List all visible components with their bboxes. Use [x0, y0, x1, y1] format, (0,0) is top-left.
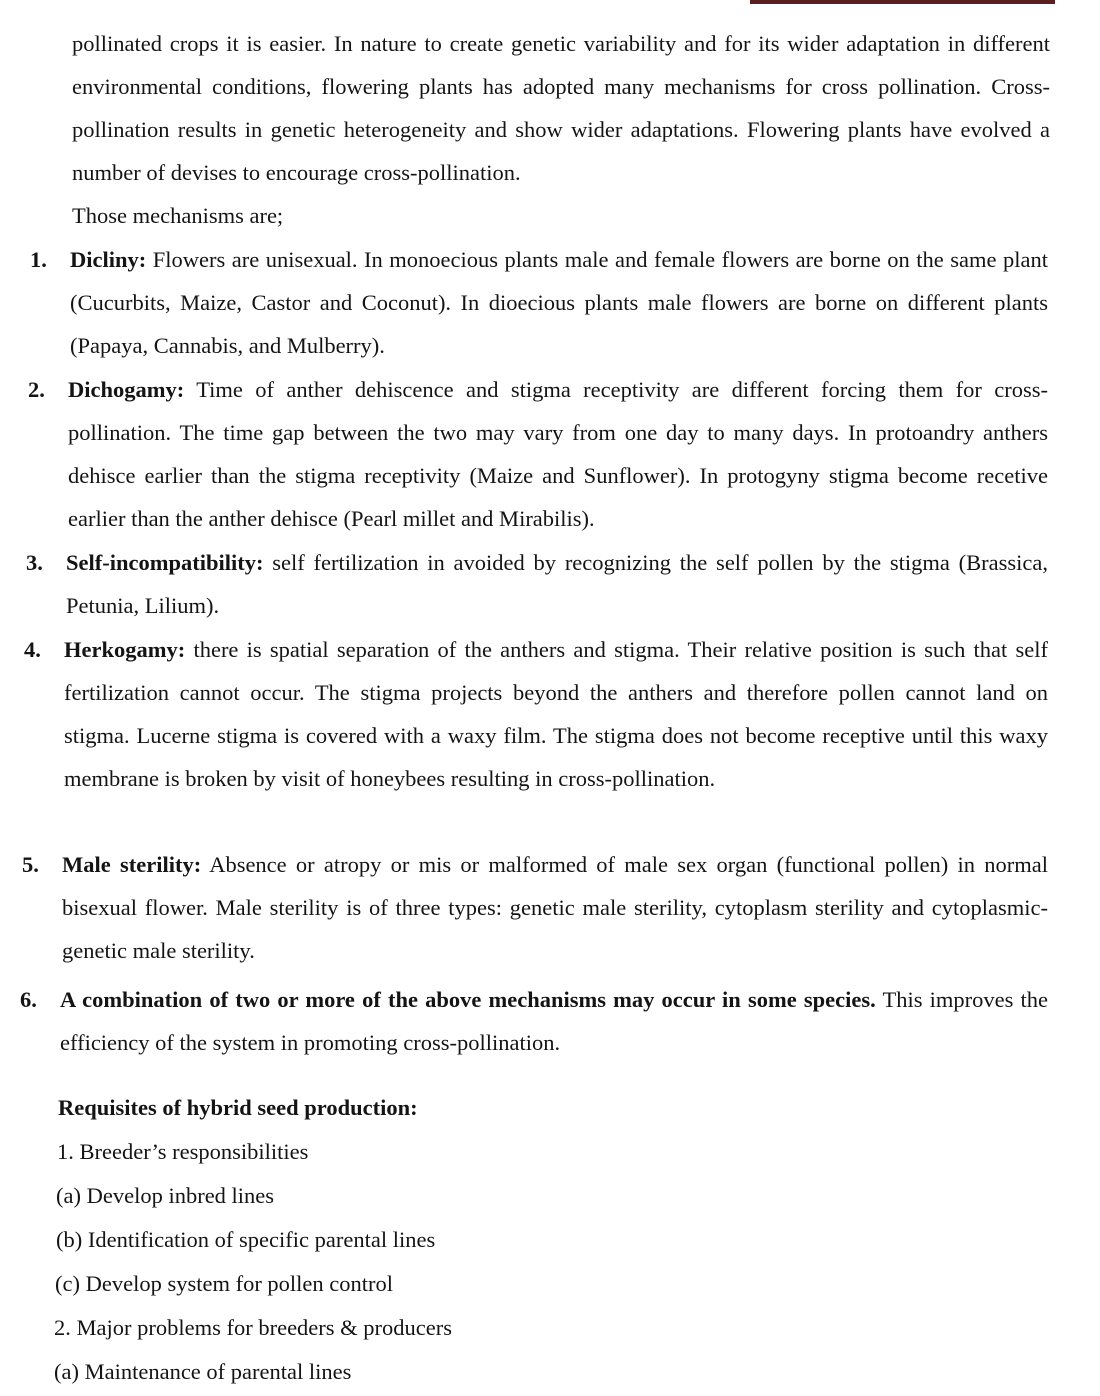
list-item-number: 6. [20, 987, 37, 1012]
list-item-number: 4. [24, 637, 41, 662]
list-item-text: This improves the efficiency of the system in promoting cross-pollination. [60, 987, 1048, 1055]
list-item-text: Flowers are unisexual. In monoecious plants male and female flowers are borne on the same plant (Cucurbits, Maize, Castor and Coconut). In dioecious plants male flowers are borne on different plants (Papaya, Cannabis, and Mulberry). [70, 247, 1048, 358]
list-item-number: 1. [30, 247, 47, 272]
list-item-term: Dichogamy: [68, 377, 185, 402]
list-item-text: there is spatial separation of the anthers and stigma. Their relative position is such that self fertilization cannot occur. The stigma projects beyond the anthers and therefore pollen cannot land on stigma. Lucerne stigma is covered with a waxy film. The stigma does not become receptive until this waxy membrane is broken by visit of honeybees resulting in cross-pollination. [64, 637, 1048, 791]
list-item-text: self fertilization in avoided by recognizing the self pollen by the stigma (Brassica, Petunia, Lilium). [66, 550, 1048, 618]
requisite-line: 2. Major problems for breeders & producers [54, 1315, 453, 1340]
list-item [24, 628, 1048, 800]
list-item-term: Herkogamy: [64, 637, 186, 662]
list-item-number: 5. [22, 852, 39, 877]
list-item-number: 3. [26, 550, 43, 575]
list-item [30, 238, 1048, 367]
mechanisms-lead: Those mechanisms are; [72, 203, 284, 228]
requisite-line: (b) Identification of specific parental lines [56, 1227, 436, 1252]
requisite-line: 1. Breeder’s responsibilities [57, 1139, 309, 1164]
list-item-text: Absence or atropy or mis or malformed of male sex organ (functional pollen) in normal bisexual flower. Male sterility is of three types: genetic male sterility, cytoplasm sterility and cytoplasmic- genetic male sterility. [62, 852, 1048, 963]
list-item-term: Male sterility: [62, 852, 202, 877]
list-item-number: 2. [28, 377, 45, 402]
list-item-text: Time of anther dehiscence and stigma receptivity are different forcing them for cross-pollination. The time gap between the two may vary from one day to many days. In protoandry anthers dehisce earlier than the stigma receptivity (Maize and Sunflower). In protogyny stigma become recetive earlier than the anther dehisce (Pearl millet and Mirabilis). [68, 377, 1048, 531]
list-item-term: Dicliny: [70, 247, 147, 272]
requisite-line: (a) Develop inbred lines [56, 1183, 275, 1208]
requisite-line: (c) Develop system for pollen control [55, 1271, 394, 1296]
requisites-section [54, 1086, 958, 1394]
intro-paragraph: pollinated crops it is easier. In nature to create genetic variability and for its wider adaptation in different environmental conditions, flowering plants has adopted many mechanisms for cross pollination. Cross-pollination results in genetic heterogeneity and show wider adaptations. Flowering plants have evolved a number of devises to encourage cross-pollination. [72, 31, 1050, 185]
list-item-term: A combination of two or more of the above mechanisms may occur in some species. [60, 987, 876, 1012]
section-heading: Requisites of hybrid seed production: [58, 1095, 418, 1120]
list-item-term: Self-incompatibility: [66, 550, 264, 575]
list-item [20, 978, 1048, 1064]
requisite-line: (a) Maintenance of parental lines [54, 1359, 352, 1384]
list-item [28, 368, 1048, 540]
list-item [26, 541, 1048, 627]
list-item [22, 843, 1048, 972]
